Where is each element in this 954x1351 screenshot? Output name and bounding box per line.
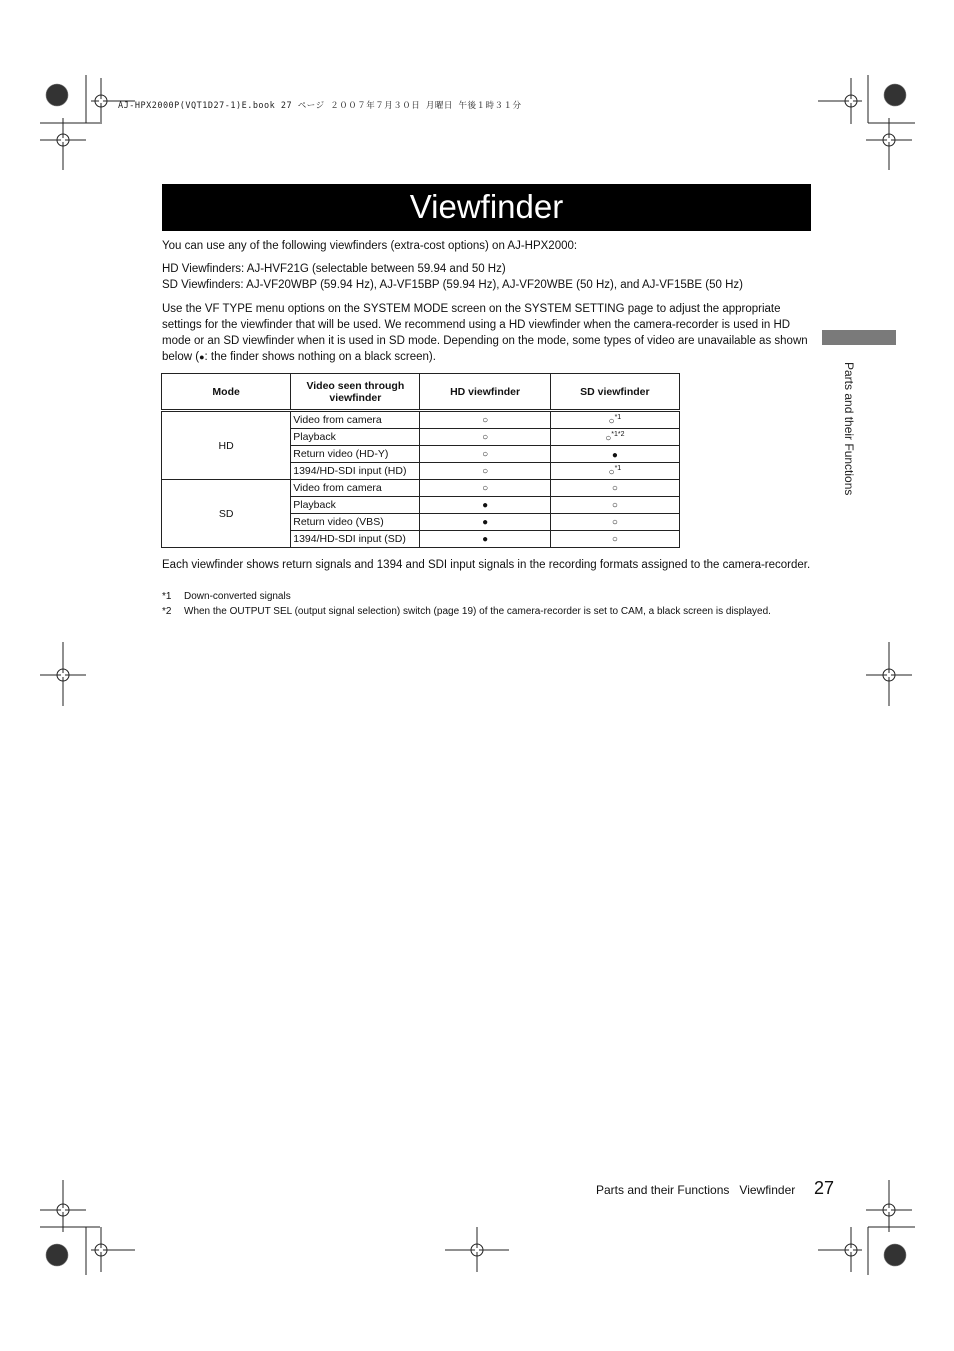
sd-viewfinder-cell <box>550 429 679 446</box>
sd-mark: ○ <box>605 432 612 444</box>
column-header-sd: SD viewfinder <box>550 374 679 411</box>
footer-title: Viewfinder <box>739 1183 796 1197</box>
sd-viewfinder-cell: ○ <box>550 514 679 531</box>
viewfinder-compatibility-table <box>161 373 680 548</box>
page-number: 27 <box>814 1178 835 1198</box>
table-row <box>162 480 680 497</box>
sd-viewfinders-line: SD Viewfinders: AJ-VF20WBP (59.94 Hz), AJ-VF15BP (59.94 Hz), AJ-VF20WBE (50 Hz), and AJ-VF15BE (50 Hz) <box>162 279 743 291</box>
black-dot-symbol: ● <box>199 352 205 362</box>
footnote-ref: *1*2 <box>611 430 625 438</box>
sd-viewfinder-cell: ○ <box>550 480 679 497</box>
intro-paragraph: You can use any of the following viewfinders (extra-cost options) on AJ-HPX2000: <box>162 240 578 252</box>
usage-paragraph <box>162 301 812 365</box>
sd-mark: ○ <box>608 415 615 427</box>
page-footer <box>596 1183 795 1197</box>
column-header-hd: HD viewfinder <box>420 374 550 411</box>
page-title: Viewfinder <box>409 188 564 225</box>
sd-viewfinder-cell: ○ <box>550 497 679 514</box>
page-title-bar <box>162 184 811 231</box>
table-header-row <box>162 374 680 411</box>
mode-cell-hd: HD <box>162 411 291 480</box>
hd-viewfinder-cell: ○ <box>420 480 550 497</box>
source-cell: Playback <box>291 497 420 514</box>
footnote-text: Down-converted signals <box>184 591 291 602</box>
footer-section: Parts and their Functions <box>596 1183 730 1197</box>
hd-viewfinder-cell: ● <box>420 531 550 548</box>
source-cell: Video from camera <box>291 480 420 497</box>
hd-viewfinder-cell: ○ <box>420 446 550 463</box>
table-row <box>162 411 680 429</box>
source-cell: Playback <box>291 429 420 446</box>
footnote-ref: *1 <box>614 464 622 472</box>
source-cell: Return video (HD-Y) <box>291 446 420 463</box>
source-cell: 1394/HD-SDI input (HD) <box>291 463 420 480</box>
hd-viewfinder-cell: ○ <box>420 411 550 429</box>
hd-viewfinder-cell: ● <box>420 497 550 514</box>
source-cell: Return video (VBS) <box>291 514 420 531</box>
hd-viewfinders-line: HD Viewfinders: AJ-HVF21G (selectable between 59.94 and 50 Hz) <box>162 263 506 275</box>
viewfinder-list <box>162 261 812 293</box>
sd-mark: ○ <box>608 466 615 478</box>
source-cell: 1394/HD-SDI input (SD) <box>291 531 420 548</box>
section-tab-marker <box>822 330 896 345</box>
source-cell: Video from camera <box>291 411 420 429</box>
sd-viewfinder-cell <box>550 463 679 480</box>
hd-viewfinder-cell: ● <box>420 514 550 531</box>
mode-cell-sd: SD <box>162 480 291 548</box>
sd-viewfinder-cell: ○ <box>550 531 679 548</box>
print-header-line: AJ-HPX2000P(VQT1D27-1)E.book 27 ページ ２００７年７月３０日 月曜日 午後１時３１分 <box>118 101 522 111</box>
footnote-2 <box>162 606 771 617</box>
hd-viewfinder-cell: ○ <box>420 429 550 446</box>
sd-viewfinder-cell <box>550 411 679 429</box>
footnote-number: *1 <box>162 591 172 602</box>
sd-viewfinder-cell <box>550 446 679 463</box>
footnote-ref: *1 <box>614 413 622 421</box>
after-table-paragraph: Each viewfinder shows return signals and 1394 and SDI input signals in the recording formats assigned to the camera-recorder. <box>162 559 811 571</box>
sd-mark: ● <box>611 449 618 461</box>
usage-text-before: Use the VF TYPE menu options on the SYSTEM MODE screen on the SYSTEM SETTING page to adjust the appropriate settings for the viewfinder that will be used. We recommend using a HD viewfinder when the camera-recorder is used in HD mode or an SD viewfinder when it is used in SD mode. Depending on the mode, some types of video are unavailable as shown below ( <box>162 303 808 363</box>
footnote-number: *2 <box>162 606 172 617</box>
footnote-text: When the OUTPUT SEL (output signal selection) switch (page 19) of the camera-recorder is set to CAM, a black screen is displayed. <box>184 606 771 617</box>
footnote-1 <box>162 591 291 602</box>
column-header-mode: Mode <box>162 374 291 411</box>
column-header-video: Video seen through viewfinder <box>291 374 420 411</box>
hd-viewfinder-cell: ○ <box>420 463 550 480</box>
usage-text-after: : the finder shows nothing on a black screen). <box>204 351 436 363</box>
section-side-label: Parts and their Functions <box>842 362 856 496</box>
